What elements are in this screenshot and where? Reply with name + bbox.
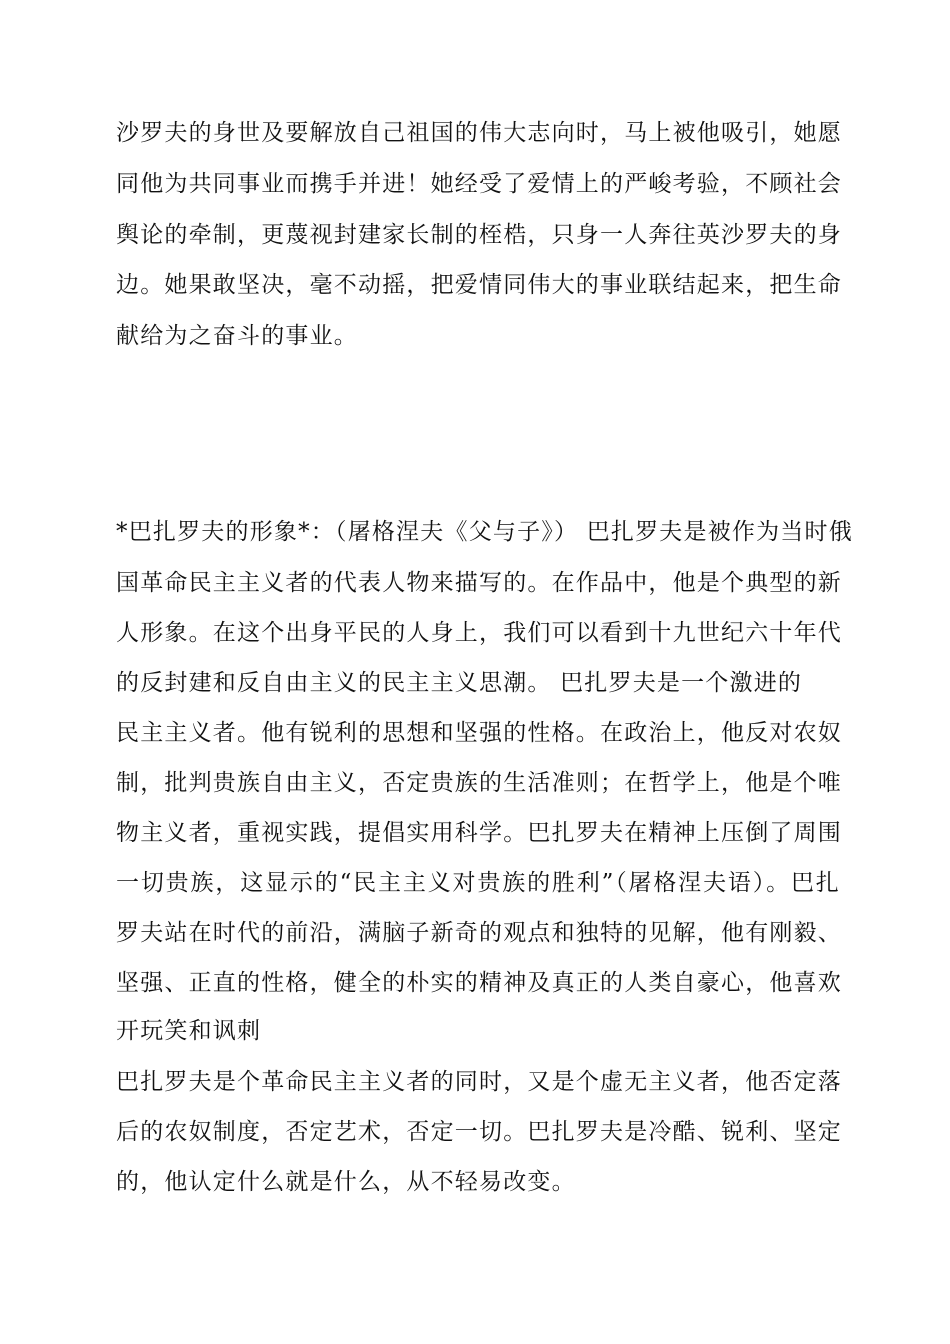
paragraph-2-line: *巴扎罗夫的形象*：（屠格涅夫《父与子》） 巴扎罗夫是被作为当时俄 bbox=[116, 519, 853, 545]
paragraph-2-line: 坚强、正直的性格，健全的朴实的精神及真正的人类自豪心，他喜欢 bbox=[116, 970, 842, 996]
paragraph-2-line: 罗夫站在时代的前沿，满脑子新奇的观点和独特的见解，他有刚毅、 bbox=[116, 920, 842, 946]
paragraph-3-line: 巴扎罗夫是个革命民主主义者的同时，又是个虚无主义者，他否定落 bbox=[116, 1069, 842, 1095]
paragraph-1-line: 舆论的牵制，更蔑视封建家长制的桎梏，只身一人奔往英沙罗夫的身 bbox=[116, 222, 842, 248]
paragraph-2-line: 的反封建和反自由主义的民主主义思潮。 巴扎罗夫是一个激进的 bbox=[116, 670, 803, 696]
paragraph-2-line: 制，批判贵族自由主义，否定贵族的生活准则；在哲学上，他是个唯 bbox=[116, 770, 842, 796]
paragraph-2-line: 国革命民主主义者的代表人物来描写的。在作品中，他是个典型的新 bbox=[116, 570, 842, 596]
paragraph-3-line: 后的农奴制度，否定艺术，否定一切。巴扎罗夫是冷酷、锐利、坚定 bbox=[116, 1119, 842, 1145]
paragraph-2-line: 开玩笑和讽刺 bbox=[116, 1018, 262, 1044]
paragraph-1-line: 沙罗夫的身世及要解放自己祖国的伟大志向时，马上被他吸引，她愿 bbox=[116, 120, 842, 146]
paragraph-2-line: 物主义者，重视实践，提倡实用科学。巴扎罗夫在精神上压倒了周围 bbox=[116, 820, 842, 846]
paragraph-1-line: 边。她果敢坚决，毫不动摇，把爱情同伟大的事业联结起来，把生命 bbox=[116, 272, 842, 298]
paragraph-3-line: 的，他认定什么就是什么，从不轻易改变。 bbox=[116, 1169, 576, 1195]
paragraph-2-line: 一切贵族，这显示的“民主主义对贵族的胜利”（屠格涅夫语）。巴扎 bbox=[116, 870, 840, 896]
paragraph-1-line: 献给为之奋斗的事业。 bbox=[116, 323, 358, 349]
paragraph-2-line: 人形象。在这个出身平民的人身上，我们可以看到十九世纪六十年代 bbox=[116, 620, 842, 646]
paragraph-1-line: 同他为共同事业而携手并进！她经受了爱情上的严峻考验，不顾社会 bbox=[116, 171, 842, 197]
paragraph-2-line: 民主主义者。他有锐利的思想和坚强的性格。在政治上，他反对农奴 bbox=[116, 720, 842, 746]
